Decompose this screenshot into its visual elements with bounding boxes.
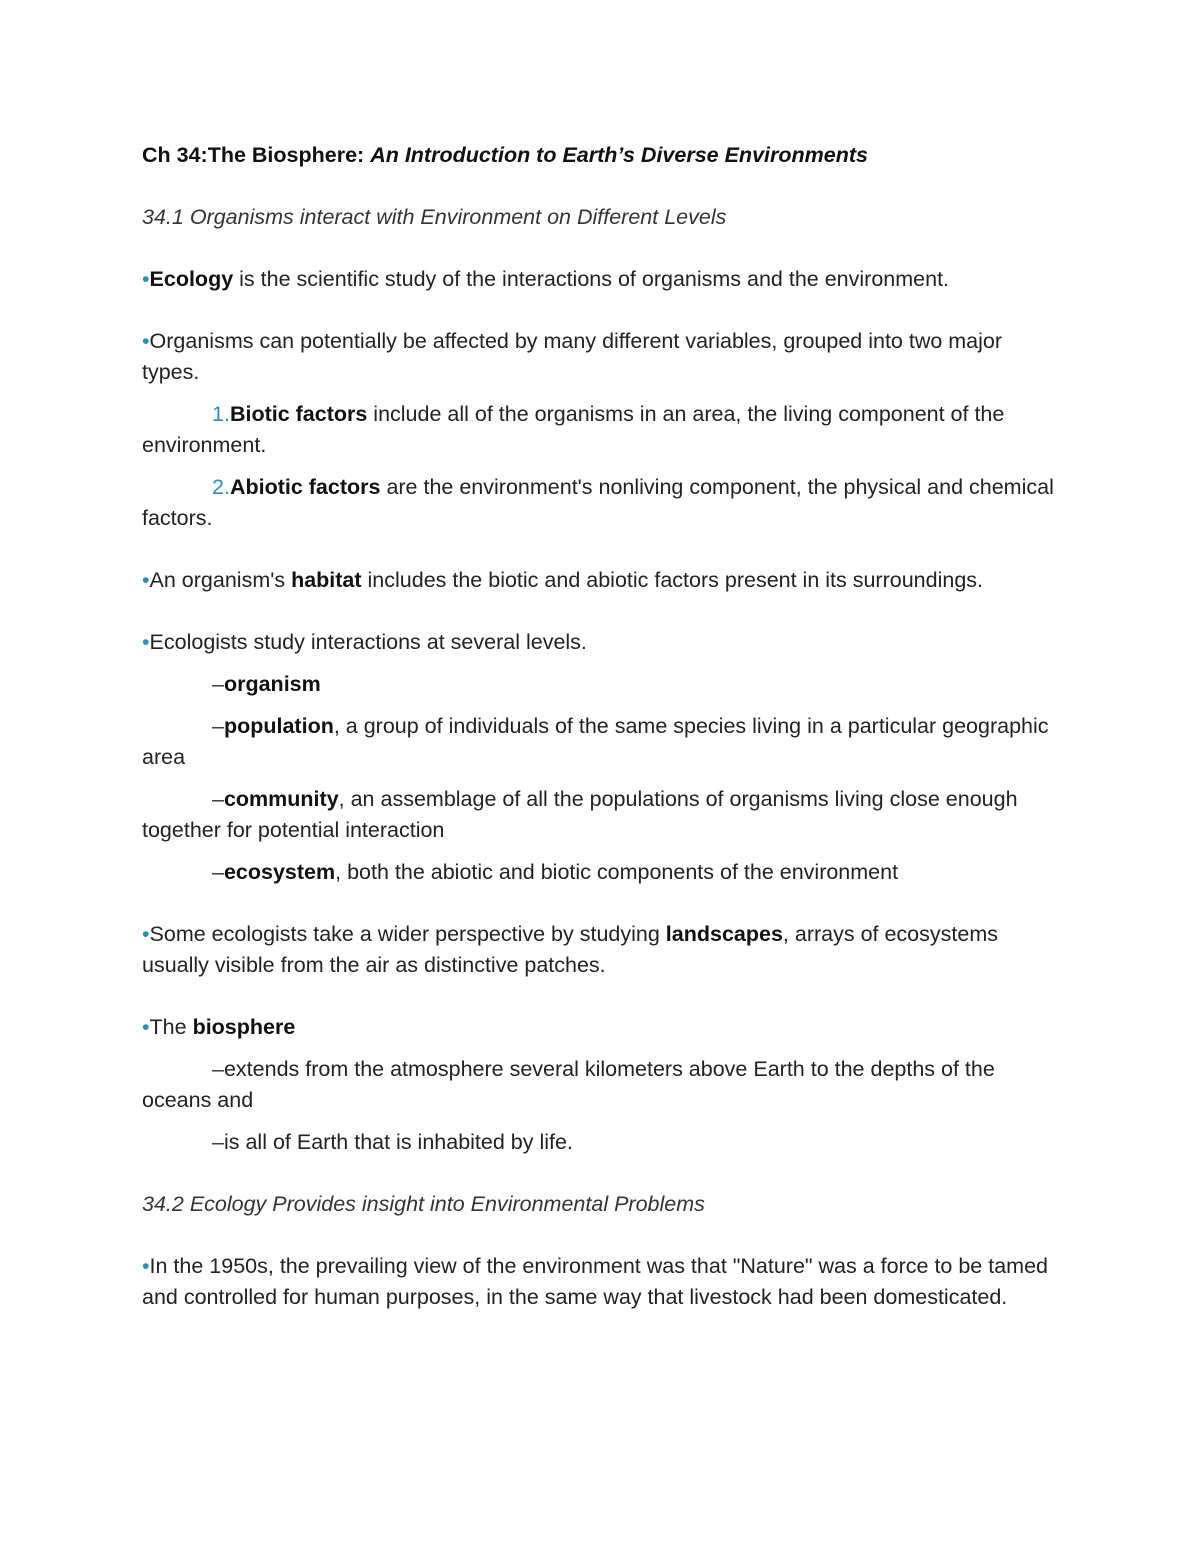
dash-symbol: – [212, 1057, 224, 1081]
level-population [142, 711, 1062, 773]
paragraph-1950s [142, 1251, 1062, 1313]
biosphere-point-extent [142, 1054, 1062, 1116]
biosphere-point-text: extends from the atmosphere several kilometers above Earth to the depths of the oceans and [142, 1057, 995, 1112]
term-biosphere: biosphere [192, 1015, 296, 1039]
habitat-definition: includes the biotic and abiotic factors present in its surroundings. [361, 568, 983, 592]
chapter-title-main: Ch 34:The Biosphere: [142, 143, 371, 167]
list-number: 1. [212, 402, 230, 426]
term-community: community [223, 787, 339, 811]
paragraph-landscapes [142, 919, 1062, 981]
level-community [142, 784, 1062, 846]
dash-symbol: – [212, 787, 224, 811]
level-organism [142, 669, 1062, 700]
list-item-biotic [142, 399, 1062, 461]
biosphere-point-life [142, 1127, 1062, 1158]
bullet-symbol: • [142, 568, 150, 592]
term-landscapes: landscapes [665, 922, 783, 946]
term-organism: organism [223, 672, 321, 696]
ecosystem-definition: , both the abiotic and biotic components of the environment [335, 860, 899, 884]
dash-symbol: – [212, 672, 224, 696]
chapter-title [142, 140, 1062, 171]
bullet-symbol: • [142, 1254, 150, 1278]
ecology-definition: is the scientific study of the interactions of organisms and the environment. [233, 267, 950, 291]
levels-text: Ecologists study interactions at several levels. [149, 630, 587, 654]
section-heading-34-1: 34.1 Organisms interact with Environment on Different Levels [142, 205, 727, 229]
abiotic-definition: are the environment's nonliving component, the physical and chemical factors. [142, 475, 1054, 530]
paragraph-variables [142, 326, 1062, 388]
dash-symbol: – [212, 860, 224, 884]
paragraph-levels [142, 627, 1062, 658]
bullet-symbol: • [142, 329, 150, 353]
term-habitat: habitat [291, 568, 362, 592]
community-definition: , an assemblage of all the populations of organisms living close enough together for potential interaction [142, 787, 1018, 842]
dash-symbol: – [212, 714, 224, 738]
bullet-symbol: • [142, 630, 150, 654]
1950s-text: In the 1950s, the prevailing view of the environment was that "Nature" was a force to be tamed and controlled for human purposes, in the same way that livestock had been domesticated. [142, 1254, 1048, 1309]
document-page [142, 140, 1062, 1313]
level-ecosystem [142, 857, 1062, 888]
term-biotic-factors: Biotic factors [229, 402, 368, 426]
paragraph-ecology [142, 264, 1062, 295]
paragraph-biosphere [142, 1012, 1062, 1043]
term-ecology: Ecology [149, 267, 234, 291]
term-population: population [223, 714, 334, 738]
population-definition: , a group of individuals of the same species living in a particular geographic area [142, 714, 1049, 769]
bullet-symbol: • [142, 922, 150, 946]
chapter-title-subtitle: An Introduction to Earth’s Diverse Environments [370, 143, 868, 167]
term-abiotic-factors: Abiotic factors [229, 475, 381, 499]
section-heading-34-2: 34.2 Ecology Provides insight into Environmental Problems [142, 1192, 705, 1216]
biosphere-pre: The [149, 1015, 193, 1039]
list-number: 2. [212, 475, 230, 499]
landscapes-pre: Some ecologists take a wider perspective by studying [149, 922, 666, 946]
term-ecosystem: ecosystem [223, 860, 336, 884]
landscapes-definition: , arrays of ecosystems usually visible from the air as distinctive patches. [142, 922, 998, 977]
bullet-symbol: • [142, 267, 150, 291]
bullet-symbol: • [142, 1015, 150, 1039]
biotic-definition: include all of the organisms in an area, the living component of the environment. [142, 402, 1005, 457]
dash-symbol: – [212, 1130, 224, 1154]
list-item-abiotic [142, 472, 1062, 534]
variables-text: Organisms can potentially be affected by many different variables, grouped into two major types. [142, 329, 1003, 384]
habitat-pre: An organism's [149, 568, 292, 592]
biosphere-point-text: is all of Earth that is inhabited by life. [223, 1130, 573, 1154]
paragraph-habitat [142, 565, 1062, 596]
